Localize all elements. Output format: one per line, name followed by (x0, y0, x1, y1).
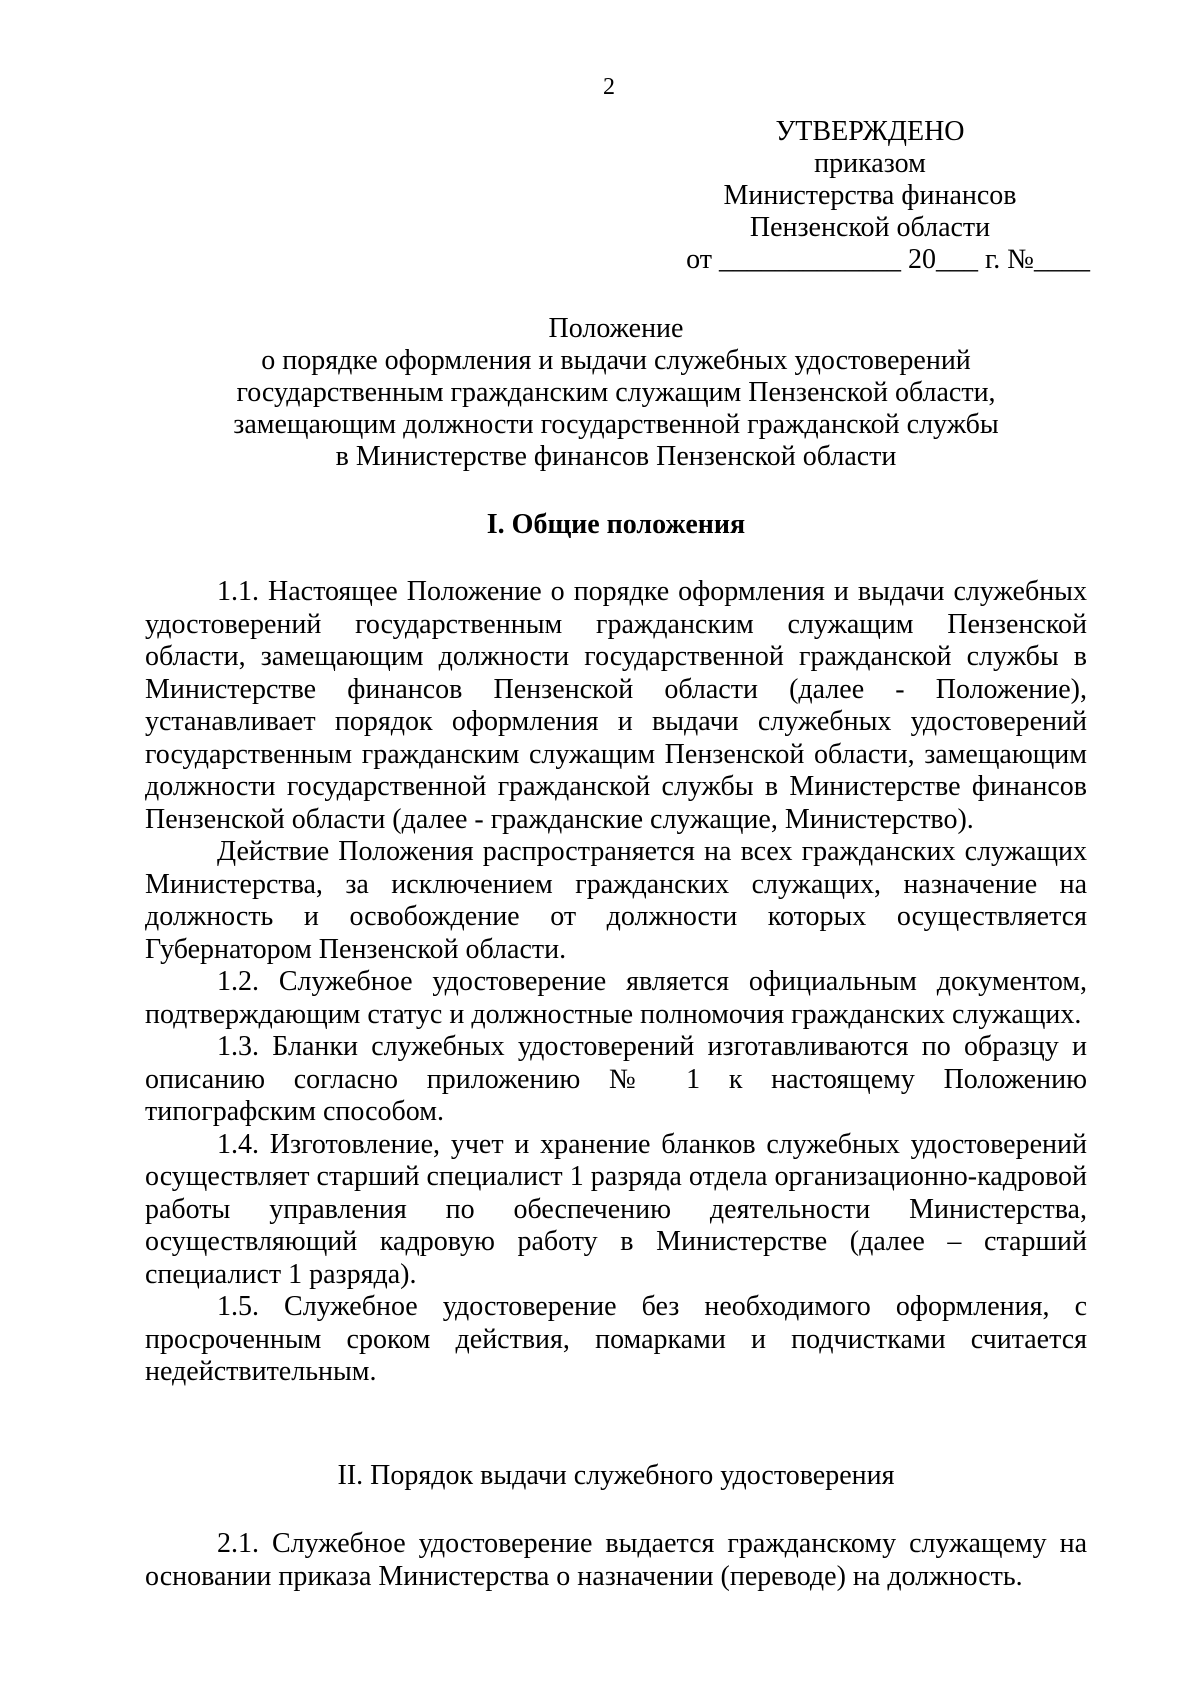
approval-line-ministry: Министерства финансов (723, 180, 1017, 211)
section-2-body (145, 1528, 1087, 1593)
section-1-heading: I. Общие положения (486, 509, 746, 540)
title-line-4: замещающим должности государственной гражданской службы (233, 409, 999, 440)
paragraph-1-2: 1.2. Служебное удостоверение является официальным документом, подтверждающим статус и должностные полномочия гражданских служащих. (145, 966, 1087, 1030)
approval-line-by-order: приказом (814, 148, 926, 179)
title-line-3: государственным гражданским служащим Пензенской области, (236, 377, 996, 408)
paragraph-1-3: 1.3. Бланки служебных удостоверений изготавливаются по образцу и описанию согласно приложению № 1 к настоящему Положению типографским способом. (145, 1031, 1087, 1127)
paragraph-1-1-scope: Действие Положения распространяется на всех гражданских служащих Министерства, за исключением гражданских служащих, назначение на должность и освобождение от должности которых осуществляется Губернатором Пензенской области. (145, 836, 1087, 965)
section-1-body (145, 576, 1087, 1389)
title-line-5: в Министерстве финансов Пензенской области (335, 441, 897, 472)
approval-line-approved: УТВЕРЖДЕНО (775, 116, 965, 147)
approval-line-date-number: от _____________ 20___ г. №____ (686, 244, 1090, 275)
page-number: 2 (603, 74, 615, 100)
paragraph-1-1: 1.1. Настоящее Положение о порядке оформления и выдачи служебных удостоверений государственным гражданским служащим Пензенской области, замещающим должности государственной гражданской службы в Министерстве финансов Пензенской области (далее - Положение), устанавливает порядок оформления и выдачи служебных удостоверений государственным гражданским служащим Пензенской области, замещающим должности государственной гражданской службы в Министерстве финансов Пензенской области (далее - гражданские служащие, Министерство). (145, 576, 1087, 835)
approval-stamp-block (650, 116, 1090, 276)
title-line-2: о порядке оформления и выдачи служебных удостоверений (261, 345, 971, 376)
paragraph-1-5: 1.5. Служебное удостоверение без необходимого оформления, с просроченным сроком действия, помарками и подчистками считается недействительным. (145, 1291, 1087, 1387)
section-2-heading: II. Порядок выдачи служебного удостоверения (337, 1460, 895, 1491)
paragraph-2-1: 2.1. Служебное удостоверение выдается гражданскому служащему на основании приказа Министерства о назначении (переводе) на должность. (145, 1528, 1087, 1592)
approval-line-region: Пензенской области (749, 212, 991, 243)
document-title (145, 313, 1087, 473)
paragraph-1-4: 1.4. Изготовление, учет и хранение бланков служебных удостоверений осуществляет старший специалист 1 разряда отдела организационно-кадровой работы управления по обеспечению деятельности Министерства, осуществляющий кадровую работу в Министерстве (далее – старший специалист 1 разряда). (145, 1128, 1087, 1290)
title-line-1: Положение (548, 313, 684, 344)
